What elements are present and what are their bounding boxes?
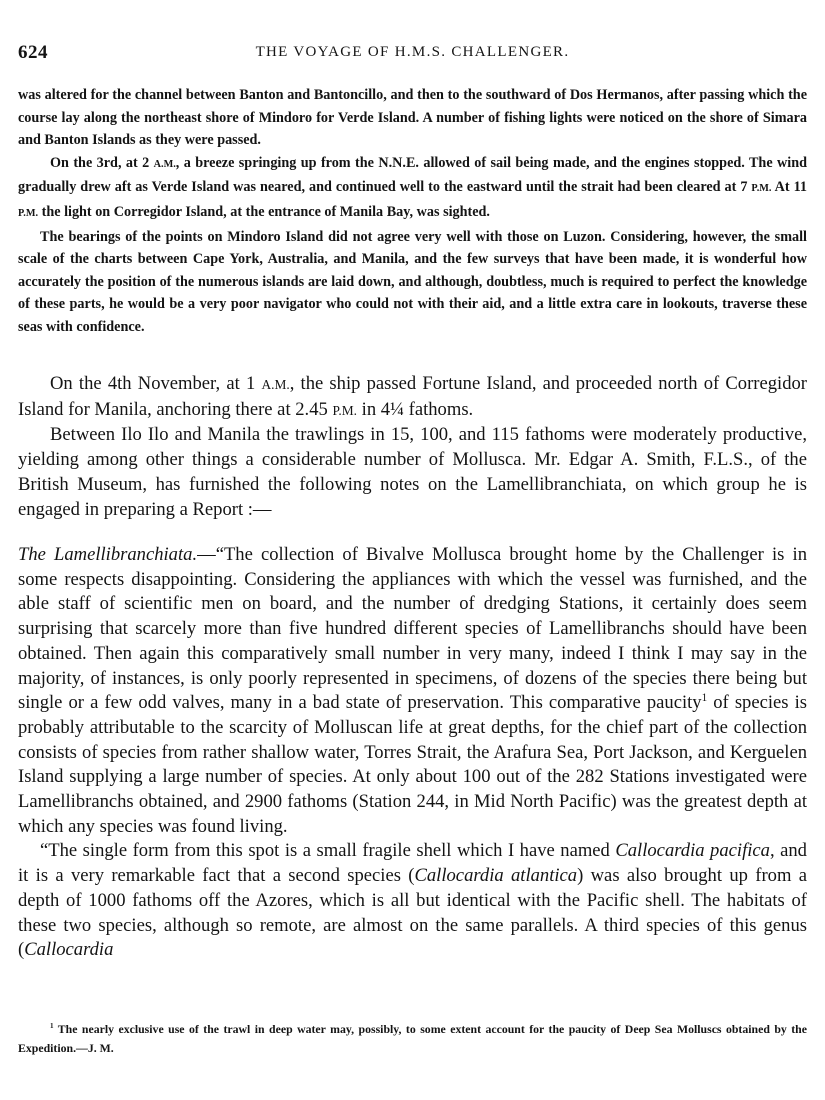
footnote-reference: 1: [701, 692, 708, 705]
paragraph-trawlings: Between Ilo Ilo and Manila the trawlings in 15, 100, and 115 fathoms were moderately productive, yielding among other things a considerable number of Mollusca. Mr. Edgar A. Smith, F.L.S., of the British Museum, has furnished the following notes on the Lamellibranchiata, on which group he is engaged in preparing a Report :—: [18, 424, 807, 520]
small-type-block: [18, 84, 807, 339]
paragraph-callocardia: “The single form from this spot is a small fragile shell which I have named Callocardia pacifica, and it is a very remarkable fact that a second species (Callocardia atlantica) was also brought up from a depth of 1000 fathoms off the Azores, which is all but identical with the Pacific shell. The habitats of these two species, although so remote, are almost on the same parallels. A third species of this genus (Callocardia: [18, 840, 807, 961]
page-number: 624: [18, 42, 48, 63]
running-title: THE VOYAGE OF H.M.S. CHALLENGER.: [255, 44, 570, 60]
paragraph-third: On the 3rd, at 2 A.M., a breeze springing up from the N.N.E. allowed of sail being made, and the engines stopped. The wind gradually drew aft as Verde Island was neared, and continued well to the eastward until the strait had been cleared at 7 P.M. At 11 P.M. the light on Corregidor Island, at the entrance of Manila Bay, was sighted.: [18, 154, 807, 220]
paragraph-channel: was altered for the channel between Banton and Bantoncillo, and then to the southward of Dos Hermanos, after passing which the course lay along the northeast shore of Mindoro for Verde Island. A number of fishing lights were noticed on the shore of Simara and Banton Islands as they were passed.: [18, 87, 807, 149]
paragraph-lamellibranchiata: The Lamellibranchiata.—“The collection of Bivalve Mollusca brought home by the Challenger is in some respects disappointing. Considering the appliances with which the vessel was furnished, and the able staff of scientific men on board, and the number of dredging Stations, it certainly does seem surprising that scarcely more than five hundred different species of Lamellibranchs should have been obtained. Then again this comparatively small number in very many, indeed I think I may say in the majority, of instances, is only poorly represented in specimens, of dozens of the species there being but single or a few odd valves, many in a bad state of preservation. This comparative paucity$^1$ of species is probably attributable to the scarcity of Molluscan life at great depths, for the chief part of the collection consists of species from rather shallow water, Torres Strait, the Arafura Sea, Port Jackson, and Kerguelen Island supplying a large number of species. At only about 100 out of the 282 Stations investigated were Lamellibranchs obtained, and 2900 fathoms (Station 244, in Mid North Pacific) was the greatest depth at which any species was found living.: [18, 544, 808, 837]
footnote: [18, 1020, 807, 1058]
section-heading: The Lamellibranchiata.: [18, 544, 198, 565]
large-type-block: [18, 372, 807, 522]
footnote-marker: 1: [50, 1022, 54, 1031]
footnote-text: The nearly exclusive use of the trawl in deep water may, possibly, to some extent account for the paucity of Deep Sea Molluscs obtained by the Expedition.—J. M.: [18, 1022, 807, 1055]
paragraph-fourth-november: On the 4th November, at 1 A.M., the ship passed Fortune Island, and proceeded north of Corregidor Island for Manila, anchoring there at 2.45 P.M. in 4¼ fathoms.: [18, 373, 807, 420]
paragraph-bearings: The bearings of the points on Mindoro Island did not agree very well with those on Luzon. Considering, however, the small scale of the charts between Cape York, Australia, and Manila, and the few surveys that have been made, it is wonderful how accurately the position of the numerous islands are laid down, and although, doubtless, much is required to perfect the knowledge of these parts, he would be a very poor navigator who could not with their aid, and a little extra care in lookouts, traverse these seas with confidence.: [18, 228, 807, 335]
lamellibranchiata-block: [18, 543, 807, 963]
running-header: [18, 42, 807, 68]
